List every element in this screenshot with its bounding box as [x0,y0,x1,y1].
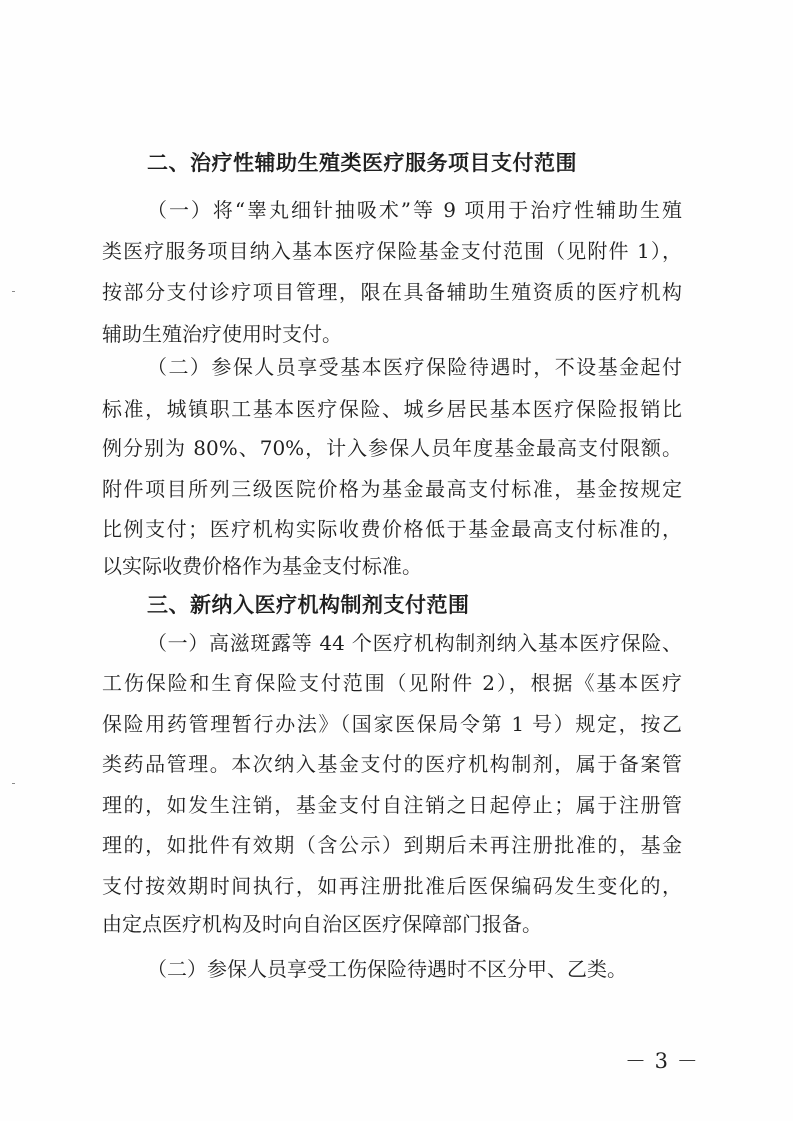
paragraph-line: 理的，如批件有效期（含公示）到期后未再注册批准的，基金 [102,833,682,857]
paragraph-line: 辅助生殖治疗使用时支付。 [102,322,342,346]
paragraph-line: 类药品管理。本次纳入基金支付的医疗机构制剂，属于备案管 [102,752,682,776]
paragraph-line: 标准，城镇职工基本医疗保险、城乡居民基本医疗保险报销比 [102,397,682,421]
page-number: － 3 － [625,1049,699,1073]
paragraph-line: 支付按效期时间执行，如再注册批准后医保编码发生变化的， [102,874,682,898]
paragraph-line: 附件项目所列三级医院价格为基金最高支付标准，基金按规定 [102,477,682,501]
paragraph-line: （一）高滋斑露等 44 个医疗机构制剂纳入基本医疗保险、 [147,631,682,655]
scan-mark [12,291,15,292]
paragraph-line: 由定点医疗机构及时向自治区医疗保障部门报备。 [102,912,542,936]
section-heading: 三、新纳入医疗机构制剂支付范围 [147,593,470,617]
paragraph-line: 理的，如发生注销，基金支付自注销之日起停止；属于注册管 [102,793,682,817]
paragraph-line: 例分别为 80%、70%，计入参保人员年度基金最高支付限额。 [102,436,682,460]
paragraph-line: （一）将“睾丸细针抽吸术”等 9 项用于治疗性辅助生殖 [147,198,682,222]
section-heading: 二、治疗性辅助生殖类医疗服务项目支付范围 [147,151,577,175]
paragraph-line: （二）参保人员享受基本医疗保险待遇时，不设基金起付 [147,355,682,379]
paragraph-line: 类医疗服务项目纳入基本医疗保险基金支付范围（见附件 1）， [102,239,682,263]
paragraph-line: 工伤保险和生育保险支付范围（见附件 2），根据《基本医疗 [102,671,682,695]
paragraph-line: （二）参保人员享受工伤保险待遇时不区分甲、乙类。 [147,957,627,981]
paragraph-line: 以实际收费价格作为基金支付标准。 [102,554,422,578]
scan-mark [12,783,15,784]
paragraph-line: 按部分支付诊疗项目管理，限在具备辅助生殖资质的医疗机构 [102,280,682,304]
paragraph-line: 保险用药管理暂行办法》（国家医保局令第 1 号）规定，按乙 [102,712,682,736]
paragraph-line: 比例支付；医疗机构实际收费价格低于基金最高支付标准的， [102,517,682,541]
